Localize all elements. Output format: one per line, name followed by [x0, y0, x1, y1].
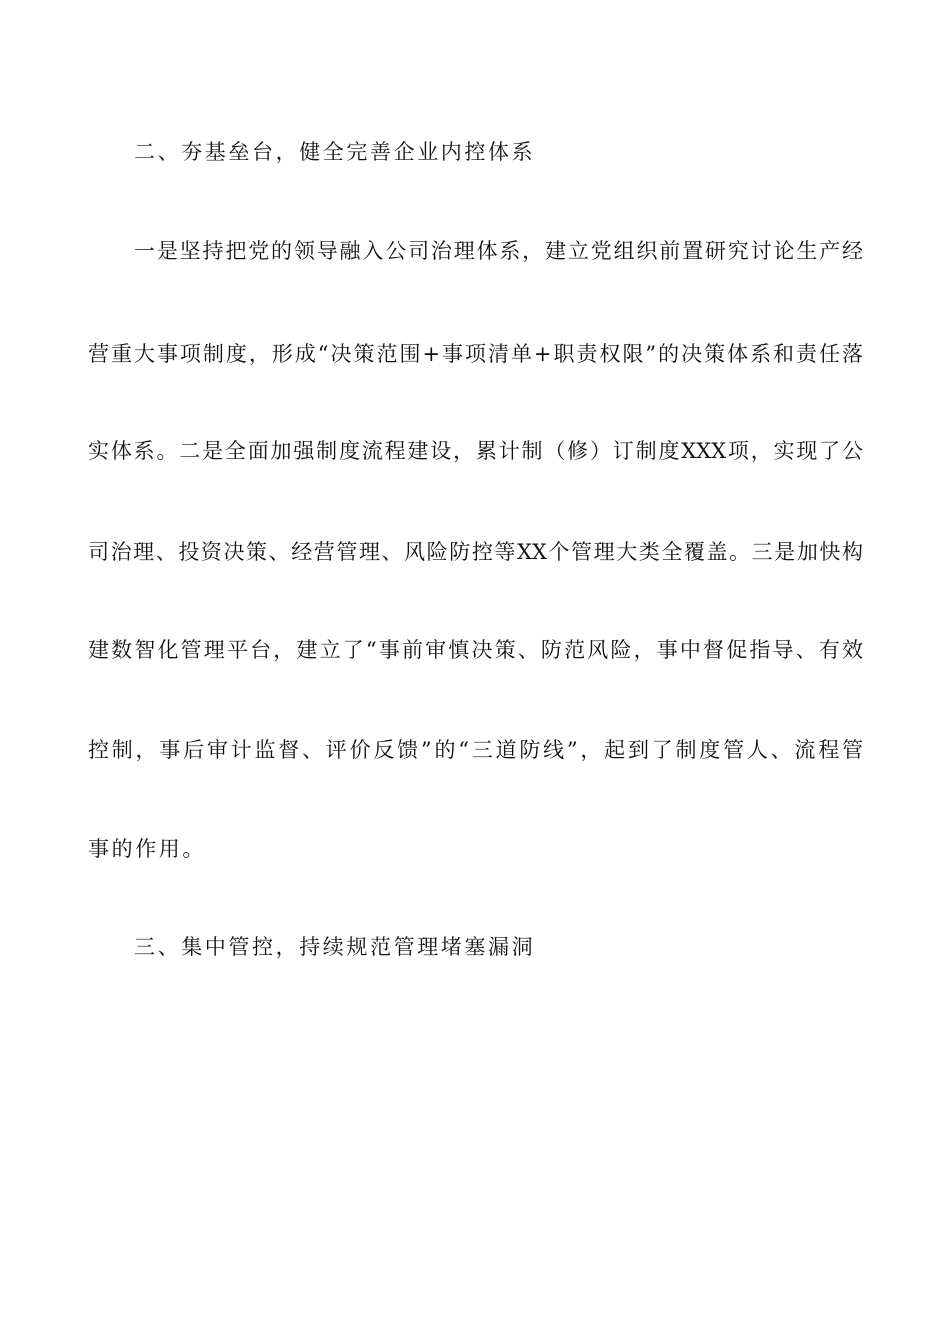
- paragraph-line-4: 司治理、投资决策、经营管理、风险防控等XX个管理大类全覆盖。三是加快构: [88, 540, 863, 564]
- paragraph-line-6: 控制，事后审计监督、评价反馈”的“三道防线”，起到了制度管人、流程管: [88, 738, 863, 762]
- section-heading-2: 二、夯基垒台，健全完善企业内控体系: [134, 140, 536, 164]
- paragraph-line-5: 建数智化管理平台，建立了“事前审慎决策、防范风险，事中督促指导、有效: [88, 638, 863, 662]
- paragraph-line-1: 一是坚持把党的领导融入公司治理体系，建立党组织前置研究讨论生产经: [134, 239, 863, 263]
- section-heading-3: 三、集中管控，持续规范管理堵塞漏洞: [134, 935, 536, 959]
- paragraph-line-2: 营重大事项制度，形成“决策范围+事项清单+职责权限”的决策体系和责任落: [88, 342, 863, 366]
- paragraph-line-3: 实体系。二是全面加强制度流程建设，累计制（修）订制度XXX项，实现了公: [88, 439, 863, 463]
- paragraph-line-7: 事的作用。: [88, 837, 206, 861]
